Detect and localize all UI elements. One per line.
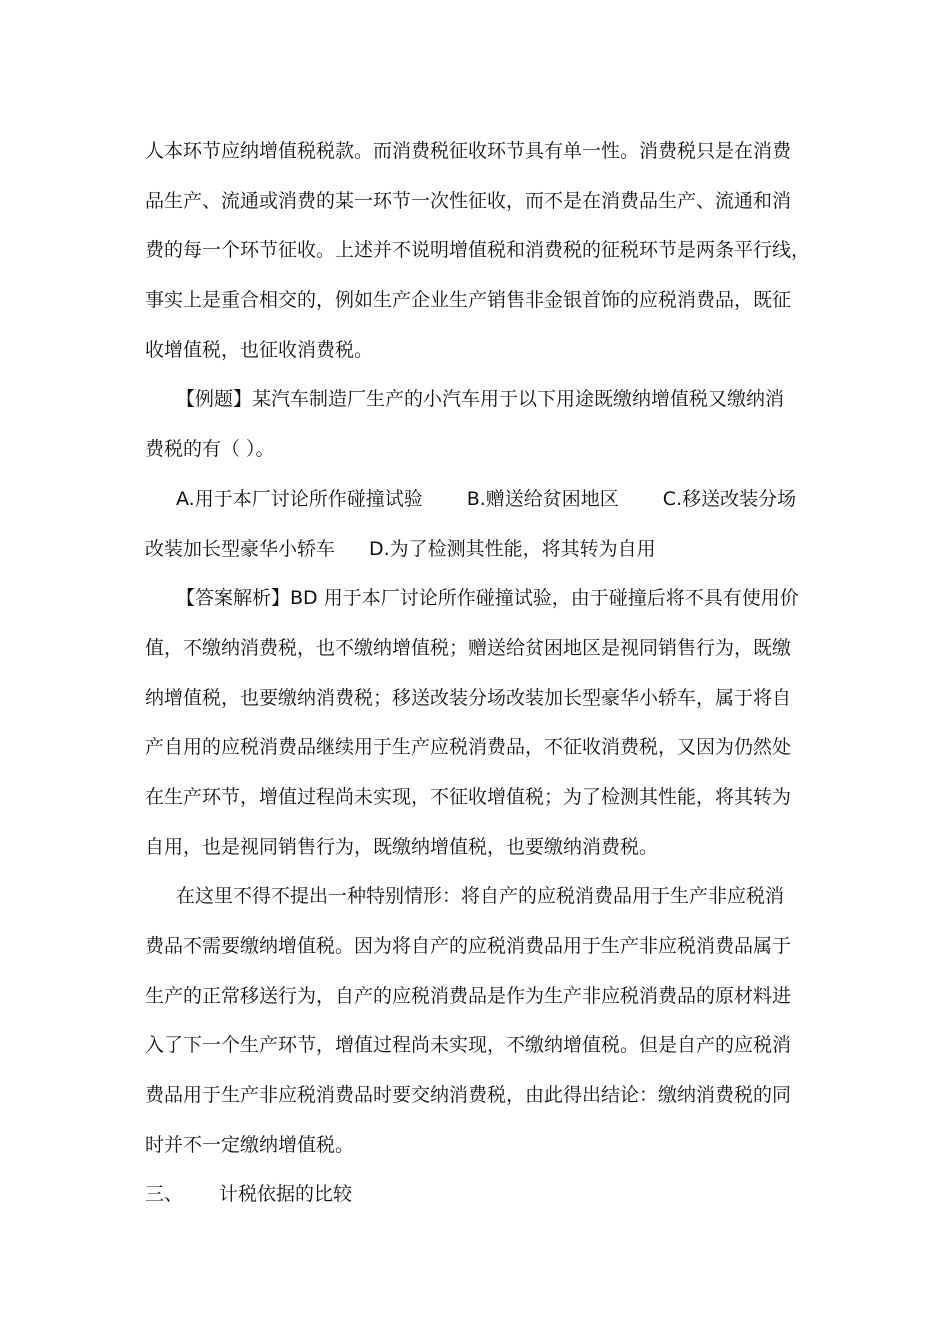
section-number: 三、 [145,1183,184,1206]
text-line: 产自用的应税消费品继续用于生产应税消费品，不征收消费税，又因为仍然处 [145,736,792,759]
option-c: C.移送改装分场 [662,487,797,510]
text-line: 费税的有（ ）。 [145,438,275,461]
option-c-continued: 改装加长型豪华小轿车 [145,537,336,560]
text-line: 费品用于生产非应税消费品时要交纳消费税，由此得出结论：缴纳消费税的同 [145,1084,792,1107]
example-options [145,475,805,574]
document-body [145,127,811,1220]
paragraph-vat-vs-consumption-tax [145,127,811,375]
text-line: 人本环节应纳增值税税款。而消费税征收环节具有单一性。消费税只是在消费 [145,140,792,162]
option-b: B.赠送给贫困地区 [466,487,619,510]
text-line: 费的每一个环节征收。上述并不说明增值税和消费税的征税环节是两条平行线， [145,239,811,262]
text-line: 纳增值税，也要缴纳消费税；移送改装分场改装加长型豪华小轿车，属于将自 [145,686,792,709]
text-line: 时并不一定缴纳增值税。 [145,1133,355,1156]
text-line: 事实上是重合相交的，例如生产企业生产销售非金银首饰的应税消费品，既征 [145,289,792,312]
text-line: 生产的正常移送行为，自产的应税消费品是作为生产非应税消费品的原材料进 [145,984,792,1007]
option-a: A.用于本厂讨论所作碰撞试验 [176,487,423,510]
text-line: 【答案解析】BD 用于本厂讨论所作碰撞试验，由于碰撞后将不具有使用价 [176,587,799,610]
options-line [145,525,805,575]
text-line: 值，不缴纳消费税，也不缴纳增值税；赠送给贫困地区是视同销售行为，既缴 [145,636,792,659]
answer-explanation [145,574,805,872]
text-line: 费品不需要缴纳增值税。因为将自产的应税消费品用于生产非应税消费品属于 [145,935,792,957]
options-line [145,475,805,525]
text-line: 在这里不得不提出一种特别情形：将自产的应税消费品用于生产非应税消 [176,885,785,908]
section-title: 计税依据的比较 [219,1183,353,1206]
text-line: 品生产、流通或消费的某一环节一次性征收，而不是在消费品生产、流通和消 [145,189,792,212]
paragraph-special-case [145,872,805,1170]
text-line: 收增值税，也征收消费税。 [145,338,374,361]
option-d: D.为了检测其性能，将其转为自用 [369,537,656,560]
text-line: 自用，也是视同销售行为，既缴纳增值税，也要缴纳消费税。 [145,835,659,858]
section-heading [145,1170,805,1220]
text-line: 在生产环节，增值过程尚未实现，不征收增值税；为了检测其性能，将其转为 [145,785,792,808]
example-question [145,375,805,474]
text-line: 入了下一个生产环节，增值过程尚未实现，不缴纳增值税。但是自产的应税消 [145,1034,792,1057]
text-line: 【例题】某汽车制造厂生产的小汽车用于以下用途既缴纳增值税又缴纳消 [176,388,785,411]
